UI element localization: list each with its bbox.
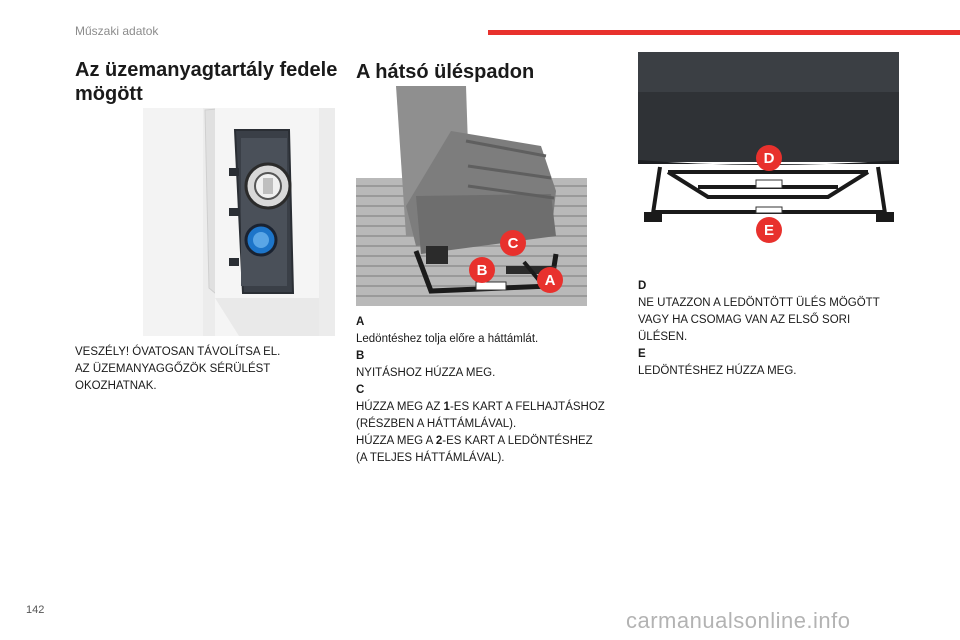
marker-e: E: [763, 222, 775, 239]
marker-b: B: [476, 262, 488, 279]
item-text-c-line3: HÚZZA MEG A 2-ES KART A LEDÖNTÉSHEZ: [356, 435, 593, 447]
item-label-e: E: [638, 348, 646, 360]
seat-warning-text: [638, 278, 908, 380]
fuel-warning-line: OKOZHATNAK.: [75, 380, 157, 392]
rear-seat-back-illustration: [638, 52, 899, 262]
marker-c: C: [507, 235, 519, 252]
fuel-section-title: Az üzemanyagtartály fedele mögött: [75, 59, 338, 105]
marker-d: D: [763, 150, 775, 167]
header-accent-bar: [488, 30, 960, 35]
item-label-c: C: [356, 384, 365, 396]
item-text-c-line2: (RÉSZBEN A HÁTTÁMLÁVAL).: [356, 418, 517, 430]
section-header-title: Műszaki adatok: [75, 24, 159, 38]
fuel-warning-line: AZ ÜZEMANYAGGŐZÖK SÉRÜLÉST: [75, 363, 271, 375]
item-text-b: NYITÁSHOZ HÚZZA MEG.: [356, 367, 496, 379]
item-text-e: LEDÖNTÉSHEZ HÚZZA MEG.: [638, 365, 797, 377]
item-text-c-line4: (A TELJES HÁTTÁMLÁVAL).: [356, 452, 505, 464]
item-text-d-line: VAGY HA CSOMAG VAN AZ ELSŐ SORI: [638, 314, 851, 326]
seat-section-title: A hátsó üléspadon: [356, 61, 535, 83]
item-label-b: B: [356, 350, 365, 362]
item-text-a: Ledöntéshez tolja előre a háttámlát.: [356, 333, 539, 345]
item-text-d-line: ÜLÉSEN.: [638, 331, 688, 343]
fuel-cap-illustration: [143, 108, 335, 336]
item-label-d: D: [638, 280, 647, 292]
rear-seat-side-illustration: [356, 86, 587, 306]
item-label-a: A: [356, 316, 365, 328]
fuel-warning-text: [75, 344, 280, 395]
item-text-c-line1: HÚZZA MEG AZ 1-ES KART A FELHAJTÁSHOZ: [356, 401, 605, 413]
fuel-warning-line: VESZÉLY! ÓVATOSAN TÁVOLÍTSA EL.: [75, 346, 281, 358]
item-text-d-line: NE UTAZZON A LEDÖNTÖTT ÜLÉS MÖGÖTT: [638, 297, 880, 309]
marker-a: A: [544, 272, 556, 289]
page-number: 142: [26, 604, 45, 616]
watermark-text: carmanualsonline.info: [626, 608, 851, 633]
seat-instructions-text: [356, 314, 626, 467]
